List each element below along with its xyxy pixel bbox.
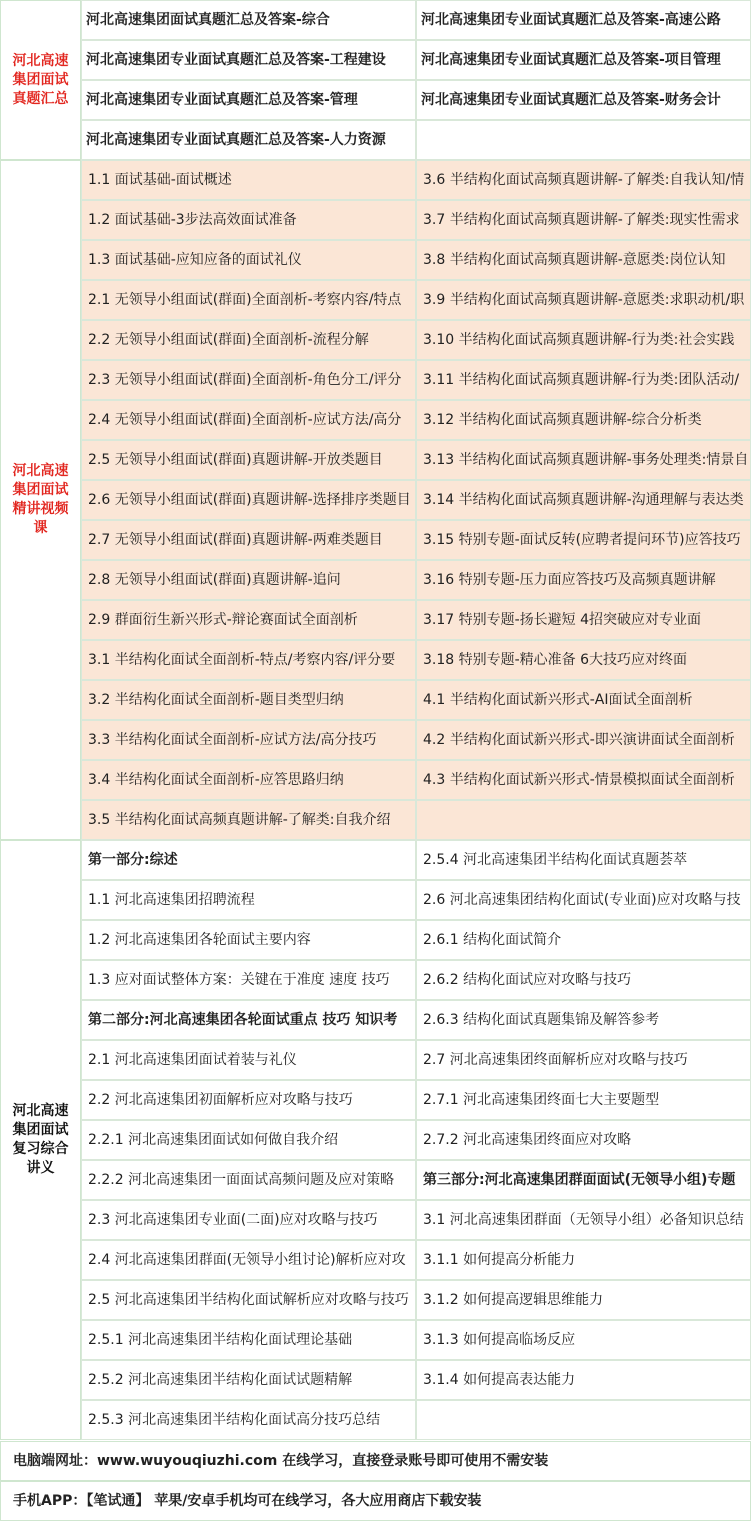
course-item[interactable]: 1.2 面试基础-3步法高效面试准备 <box>81 200 416 240</box>
course-item[interactable]: 2.7 无领导小组面试(群面)真题讲解-两难类题目 <box>81 520 416 560</box>
course-item[interactable]: 2.3 河北高速集团专业面(二面)应对攻略与技巧 <box>81 1200 416 1240</box>
course-item[interactable]: 2.1 无领导小组面试(群面)全面剖析-考察内容/特点 <box>81 280 416 320</box>
section-category: 河北高速集团面试精讲视频课 <box>0 160 81 840</box>
course-item[interactable]: 2.7 河北高速集团终面解析应对攻略与技巧 <box>416 1040 751 1080</box>
course-item[interactable]: 3.3 半结构化面试全面剖析-应试方法/高分技巧 <box>81 720 416 760</box>
course-item[interactable]: 2.7.2 河北高速集团终面应对攻略 <box>416 1120 751 1160</box>
empty-cell <box>416 800 751 840</box>
course-item[interactable]: 2.5.4 河北高速集团半结构化面试真题荟萃 <box>416 840 751 880</box>
course-item[interactable]: 1.2 河北高速集团各轮面试主要内容 <box>81 920 416 960</box>
course-item[interactable]: 3.15 特别专题-面试反转(应聘者提问环节)应答技巧 <box>416 520 751 560</box>
course-item[interactable]: 河北高速集团专业面试真题汇总及答案-人力资源 <box>81 120 416 160</box>
course-item[interactable]: 3.14 半结构化面试高频真题讲解-沟通理解与表达类 <box>416 480 751 520</box>
course-item[interactable]: 3.13 半结构化面试高频真题讲解-事务处理类:情景自 <box>416 440 751 480</box>
course-item[interactable]: 河北高速集团专业面试真题汇总及答案-财务会计 <box>416 80 751 120</box>
course-item[interactable]: 2.4 无领导小组面试(群面)全面剖析-应试方法/高分 <box>81 400 416 440</box>
section-category: 河北高速集团面试真题汇总 <box>0 0 81 160</box>
course-item[interactable]: 2.5.2 河北高速集团半结构化面试试题精解 <box>81 1360 416 1400</box>
empty-cell <box>416 120 751 160</box>
course-item[interactable]: 2.6.3 结构化面试真题集锦及解答参考 <box>416 1000 751 1040</box>
course-item[interactable]: 1.3 应对面试整体方案：关键在于准度 速度 技巧 <box>81 960 416 1000</box>
course-item[interactable]: 2.3 无领导小组面试(群面)全面剖析-角色分工/评分 <box>81 360 416 400</box>
course-item[interactable]: 2.5.1 河北高速集团半结构化面试理论基础 <box>81 1320 416 1360</box>
course-item[interactable]: 3.6 半结构化面试高频真题讲解-了解类:自我认知/情 <box>416 160 751 200</box>
course-item[interactable]: 2.5 河北高速集团半结构化面试解析应对攻略与技巧 <box>81 1280 416 1320</box>
course-item[interactable]: 2.2 河北高速集团初面解析应对攻略与技巧 <box>81 1080 416 1120</box>
course-item[interactable]: 第二部分:河北高速集团各轮面试重点 技巧 知识考 <box>81 1000 416 1040</box>
footer-pc-link[interactable]: 电脑端网址：www.wuyouqiuzhi.com 在线学习，直接登录账号即可使用不需安装 <box>0 1441 751 1481</box>
course-item[interactable]: 2.8 无领导小组面试(群面)真题讲解-追问 <box>81 560 416 600</box>
course-item[interactable]: 2.2.1 河北高速集团面试如何做自我介绍 <box>81 1120 416 1160</box>
footer-app-info: 手机APP：【笔试通】 苹果/安卓手机均可在线学习，各大应用商店下载安装 <box>0 1481 751 1521</box>
course-item[interactable]: 第一部分:综述 <box>81 840 416 880</box>
course-item[interactable]: 3.10 半结构化面试高频真题讲解-行为类:社会实践 <box>416 320 751 360</box>
course-item[interactable]: 3.1.2 如何提高逻辑思维能力 <box>416 1280 751 1320</box>
course-item[interactable]: 1.3 面试基础-应知应备的面试礼仪 <box>81 240 416 280</box>
course-item[interactable]: 2.4 河北高速集团群面(无领导小组讨论)解析应对攻 <box>81 1240 416 1280</box>
course-item[interactable]: 3.2 半结构化面试全面剖析-题目类型归纳 <box>81 680 416 720</box>
course-item[interactable]: 2.6.2 结构化面试应对攻略与技巧 <box>416 960 751 1000</box>
course-item[interactable]: 3.4 半结构化面试全面剖析-应答思路归纳 <box>81 760 416 800</box>
course-item[interactable]: 河北高速集团专业面试真题汇总及答案-管理 <box>81 80 416 120</box>
course-item[interactable]: 2.6 无领导小组面试(群面)真题讲解-选择排序类题目 <box>81 480 416 520</box>
course-item[interactable]: 3.1 河北高速集团群面（无领导小组）必备知识总结 <box>416 1200 751 1240</box>
course-item[interactable]: 河北高速集团专业面试真题汇总及答案-高速公路 <box>416 0 751 40</box>
empty-cell <box>416 1400 751 1440</box>
course-item[interactable]: 3.1.3 如何提高临场反应 <box>416 1320 751 1360</box>
course-item[interactable]: 3.5 半结构化面试高频真题讲解-了解类:自我介绍 <box>81 800 416 840</box>
course-item[interactable]: 第三部分:河北高速集团群面面试(无领导小组)专题 <box>416 1160 751 1200</box>
course-item[interactable]: 河北高速集团面试真题汇总及答案-综合 <box>81 0 416 40</box>
course-item[interactable]: 3.9 半结构化面试高频真题讲解-意愿类:求职动机/职 <box>416 280 751 320</box>
section-category: 河北高速集团面试复习综合讲义 <box>0 840 81 1440</box>
course-item[interactable]: 4.1 半结构化面试新兴形式-AI面试全面剖析 <box>416 680 751 720</box>
course-item[interactable]: 3.8 半结构化面试高频真题讲解-意愿类:岗位认知 <box>416 240 751 280</box>
course-item[interactable]: 2.1 河北高速集团面试着装与礼仪 <box>81 1040 416 1080</box>
course-item[interactable]: 3.12 半结构化面试高频真题讲解-综合分析类 <box>416 400 751 440</box>
course-item[interactable]: 2.5 无领导小组面试(群面)真题讲解-开放类题目 <box>81 440 416 480</box>
course-item[interactable]: 4.2 半结构化面试新兴形式-即兴演讲面试全面剖析 <box>416 720 751 760</box>
course-item[interactable]: 3.7 半结构化面试高频真题讲解-了解类:现实性需求 <box>416 200 751 240</box>
course-item[interactable]: 3.18 特别专题-精心准备 6大技巧应对终面 <box>416 640 751 680</box>
course-item[interactable]: 3.16 特别专题-压力面应答技巧及高频真题讲解 <box>416 560 751 600</box>
course-item[interactable]: 2.6 河北高速集团结构化面试(专业面)应对攻略与技 <box>416 880 751 920</box>
course-item[interactable]: 2.7.1 河北高速集团终面七大主要题型 <box>416 1080 751 1120</box>
course-item[interactable]: 河北高速集团专业面试真题汇总及答案-项目管理 <box>416 40 751 80</box>
course-item[interactable]: 2.9 群面衍生新兴形式-辩论赛面试全面剖析 <box>81 600 416 640</box>
course-item[interactable]: 4.3 半结构化面试新兴形式-情景模拟面试全面剖析 <box>416 760 751 800</box>
course-item[interactable]: 1.1 河北高速集团招聘流程 <box>81 880 416 920</box>
course-item[interactable]: 3.11 半结构化面试高频真题讲解-行为类:团队活动/ <box>416 360 751 400</box>
course-item[interactable]: 2.2 无领导小组面试(群面)全面剖析-流程分解 <box>81 320 416 360</box>
course-item[interactable]: 3.17 特别专题-扬长避短 4招突破应对专业面 <box>416 600 751 640</box>
course-item[interactable]: 2.2.2 河北高速集团一面面试高频问题及应对策略 <box>81 1160 416 1200</box>
course-item[interactable]: 3.1.1 如何提高分析能力 <box>416 1240 751 1280</box>
course-item[interactable]: 2.6.1 结构化面试简介 <box>416 920 751 960</box>
course-item[interactable]: 河北高速集团专业面试真题汇总及答案-工程建设 <box>81 40 416 80</box>
course-item[interactable]: 2.5.3 河北高速集团半结构化面试高分技巧总结 <box>81 1400 416 1440</box>
course-item[interactable]: 3.1.4 如何提高表达能力 <box>416 1360 751 1400</box>
course-item[interactable]: 1.1 面试基础-面试概述 <box>81 160 416 200</box>
course-item[interactable]: 3.1 半结构化面试全面剖析-特点/考察内容/评分要 <box>81 640 416 680</box>
